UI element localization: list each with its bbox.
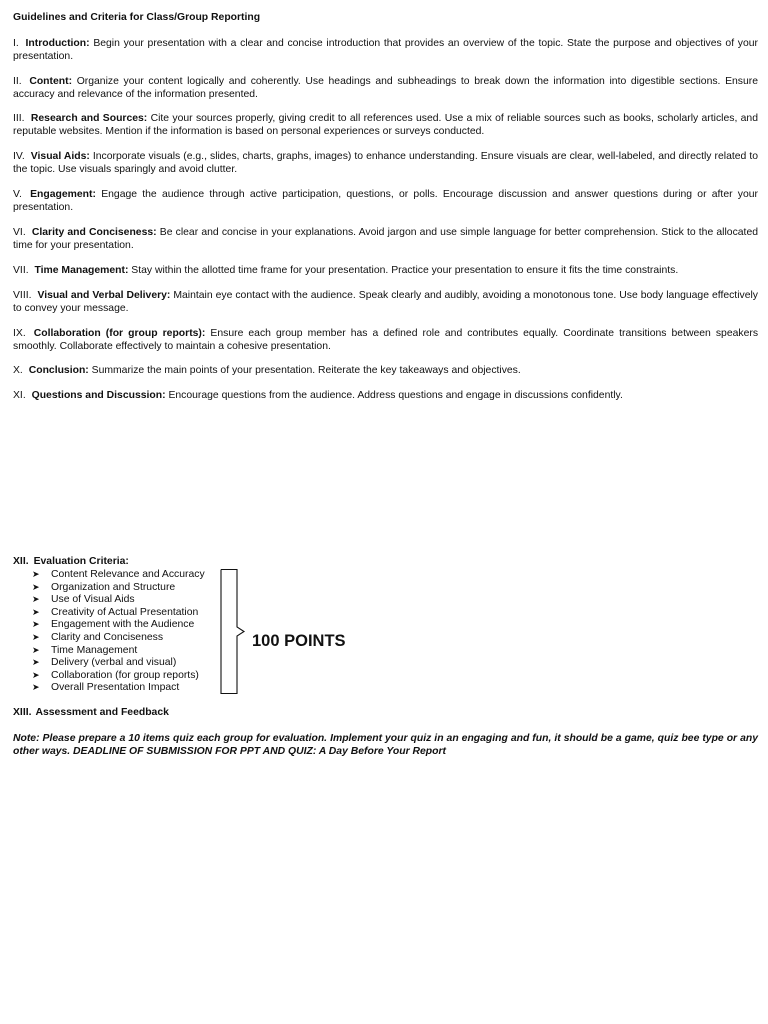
criterion-label: Content Relevance and Accuracy <box>51 569 205 580</box>
section-heading: Collaboration (for group reports): <box>33 328 206 339</box>
section-number: XII. <box>13 556 29 567</box>
criterion-label: Creativity of Actual Presentation <box>51 606 199 618</box>
arrow-bullet-icon: ➤ <box>32 644 40 655</box>
section-number: III. <box>13 113 25 124</box>
arrow-bullet-icon: ➤ <box>32 669 40 680</box>
section-text: Summarize the main points of your presentation. Reiterate the key takeaways and objectives. <box>91 365 521 376</box>
section-number: IX. <box>13 328 26 339</box>
section-number: IV. <box>13 151 25 162</box>
arrow-bullet-icon: ➤ <box>32 594 40 605</box>
arrow-bullet-icon: ➤ <box>32 657 40 668</box>
criterion-label: Collaboration (for group reports) <box>51 669 199 681</box>
section-heading: Visual and Verbal Delivery: <box>37 290 171 301</box>
criterion-label: Organization and Structure <box>51 581 176 593</box>
section-text: Incorporate visuals (e.g., slides, charts, graphs, images) to enhance understanding. Ensure visuals are clear, well-labeled, and directly related to the topic. Use visuals sparingly and avoid clutter. <box>13 151 759 175</box>
arrow-bullet-icon: ➤ <box>32 569 40 579</box>
section-number: VI. <box>13 227 26 238</box>
section-text: Ensure each group member has a defined role and contributes equally. Coordinate transitions between speakers smoothly. Collaborate effectively to maintain a cohesive presentation. <box>13 328 759 352</box>
section-number: V. <box>13 189 22 200</box>
arrow-bullet-icon: ➤ <box>32 682 40 693</box>
section-heading: Time Management: <box>34 265 129 276</box>
section-text: Be clear and concise in your explanations. Avoid jargon and use simple language for better comprehension. Stick to the allocated time for your presentation. <box>13 227 758 251</box>
section-heading: Conclusion: <box>28 365 89 376</box>
section-heading: Visual Aids: <box>30 151 90 162</box>
section-number: XIII. <box>13 707 32 718</box>
section-heading: Introduction: <box>25 38 90 49</box>
criterion-label: Time Management <box>51 644 138 656</box>
section-number: I. <box>13 38 19 49</box>
criterion-label: Delivery (verbal and visual) <box>51 657 177 669</box>
section-text: Cite your sources properly, giving credit to all references used. Use a mix of reliable sources such as books, scholarly articles, and reputable websites. Mention if the information is based on personal experiences or surveys conducted. <box>13 113 758 137</box>
criterion-label: Overall Presentation Impact <box>51 682 180 694</box>
section-number: VIII. <box>13 290 32 301</box>
section-number: X. <box>13 365 23 376</box>
section-heading: Assessment and Feedback <box>35 707 169 718</box>
arrow-bullet-icon: ➤ <box>32 606 40 617</box>
total-points-label: 100 POINTS <box>252 632 346 650</box>
section-heading: Questions and Discussion: <box>31 390 166 401</box>
arrow-bullet-icon: ➤ <box>32 631 40 642</box>
section-text: Organize your content logically and coherently. Use headings and subheadings to break down the information into digestible sections. Ensure accuracy and relevance of the information presented. <box>13 76 759 100</box>
section-heading: Content: <box>29 76 73 87</box>
arrow-bullet-icon: ➤ <box>32 619 40 630</box>
section-heading: Engagement: <box>30 189 96 200</box>
assessment-heading <box>13 707 169 720</box>
criterion-label: Use of Visual Aids <box>51 594 135 606</box>
arrow-bullet-icon: ➤ <box>32 581 40 592</box>
section-heading: Research and Sources: <box>30 113 148 124</box>
section-text: Engage the audience through active participation, questions, or polls. Encourage discussion and answer questions during or after your presentation. <box>13 189 759 213</box>
submission-note: Note: Please prepare a 10 items quiz each group for evaluation. Implement your quiz in an engaging and fun, it should be a game, quiz bee type or any other ways. DEADLINE OF SUBMISSION FOR PPT AND QUIZ: A Day Before Your Report <box>13 733 758 757</box>
section-text: Encourage questions from the audience. Address questions and engage in discussions confidently. <box>168 390 623 401</box>
section-text: Maintain eye contact with the audience. Speak clearly and audibly, avoiding a monotonous tone. Use body language effectively to convey your message. <box>13 290 758 314</box>
section-number: XI. <box>13 390 26 401</box>
criterion-label: Clarity and Conciseness <box>51 631 164 643</box>
section-heading: Clarity and Conciseness: <box>31 227 157 238</box>
section-text: Stay within the allotted time frame for your presentation. Practice your presentation to ensure it fits the time constraints. <box>131 265 679 276</box>
section-heading: Evaluation Criteria: <box>33 556 129 567</box>
criterion-label: Engagement with the Audience <box>51 619 195 631</box>
section-number: VII. <box>13 265 29 276</box>
section-number: II. <box>13 76 22 87</box>
document-title: Guidelines and Criteria for Class/Group Reporting <box>13 12 261 23</box>
section-text: Begin your presentation with a clear and concise introduction that provides an overview of the topic. State the purpose and objectives of your presentation. <box>13 38 759 62</box>
